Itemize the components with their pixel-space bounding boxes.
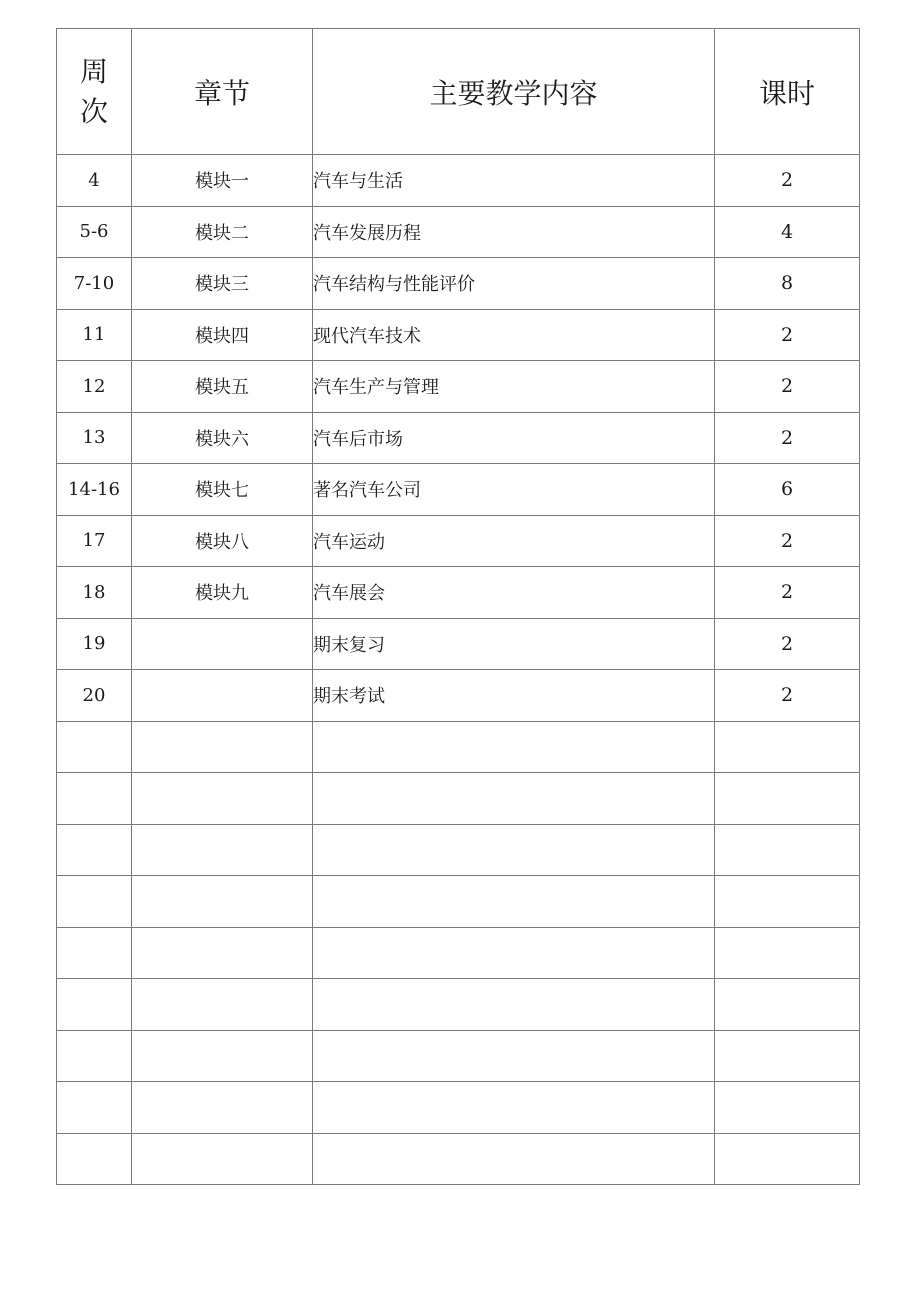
cell-week-empty: [57, 773, 132, 825]
cell-week-empty: [57, 876, 132, 928]
cell-hours: 2: [715, 567, 860, 619]
cell-chapter: [132, 670, 313, 722]
cell-chapter-empty: [132, 927, 313, 979]
table-row-empty: [57, 876, 860, 928]
table-row: [57, 670, 860, 722]
table-row-empty: [57, 721, 860, 773]
cell-hours: 2: [715, 618, 860, 670]
cell-chapter-empty: [132, 979, 313, 1031]
cell-chapter: 模块三: [132, 258, 313, 310]
cell-content: 著名汽车公司: [313, 464, 715, 516]
cell-chapter-empty: [132, 1082, 313, 1134]
table-row: [57, 258, 860, 310]
cell-hours-empty: [715, 721, 860, 773]
header-week: [57, 29, 132, 155]
cell-week: 14-16: [57, 464, 132, 516]
cell-content-empty: [313, 824, 715, 876]
cell-chapter: 模块八: [132, 515, 313, 567]
header-week-line1: 周: [79, 54, 108, 88]
cell-chapter-empty: [132, 1030, 313, 1082]
cell-content: 现代汽车技术: [313, 309, 715, 361]
header-content: 主要教学内容: [313, 29, 715, 155]
table-row-empty: [57, 927, 860, 979]
cell-chapter: 模块一: [132, 155, 313, 207]
cell-week: 13: [57, 412, 132, 464]
cell-week: 12: [57, 361, 132, 413]
cell-content-empty: [313, 876, 715, 928]
cell-hours-empty: [715, 1133, 860, 1185]
cell-content-empty: [313, 979, 715, 1031]
table-header-row: [57, 29, 860, 155]
table-row: [57, 361, 860, 413]
cell-hours-empty: [715, 773, 860, 825]
cell-content-empty: [313, 927, 715, 979]
cell-hours: 4: [715, 206, 860, 258]
table-row: [57, 206, 860, 258]
cell-hours-empty: [715, 876, 860, 928]
cell-content: 期末复习: [313, 618, 715, 670]
cell-chapter: 模块六: [132, 412, 313, 464]
cell-content: 汽车运动: [313, 515, 715, 567]
table-row-empty: [57, 773, 860, 825]
cell-week: 11: [57, 309, 132, 361]
cell-hours-empty: [715, 927, 860, 979]
cell-week: 7-10: [57, 258, 132, 310]
cell-chapter-empty: [132, 721, 313, 773]
cell-week: 17: [57, 515, 132, 567]
table-row-empty: [57, 1030, 860, 1082]
table-row: [57, 567, 860, 619]
cell-content: 汽车结构与性能评价: [313, 258, 715, 310]
cell-chapter: [132, 618, 313, 670]
cell-chapter: 模块四: [132, 309, 313, 361]
cell-hours: 2: [715, 412, 860, 464]
cell-week-empty: [57, 1133, 132, 1185]
cell-week: 18: [57, 567, 132, 619]
cell-week: 4: [57, 155, 132, 207]
cell-week-empty: [57, 824, 132, 876]
table-row-empty: [57, 979, 860, 1031]
cell-hours: 2: [715, 155, 860, 207]
cell-chapter: 模块二: [132, 206, 313, 258]
cell-chapter-empty: [132, 824, 313, 876]
cell-content: 汽车与生活: [313, 155, 715, 207]
table-row: [57, 309, 860, 361]
cell-chapter: 模块七: [132, 464, 313, 516]
cell-week-empty: [57, 1030, 132, 1082]
course-schedule-table: [56, 28, 860, 1185]
cell-content: 汽车发展历程: [313, 206, 715, 258]
cell-content-empty: [313, 1030, 715, 1082]
cell-hours-empty: [715, 979, 860, 1031]
table-row: [57, 618, 860, 670]
cell-week: 19: [57, 618, 132, 670]
cell-content: 期末考试: [313, 670, 715, 722]
cell-hours-empty: [715, 1030, 860, 1082]
cell-chapter-empty: [132, 876, 313, 928]
cell-content-empty: [313, 721, 715, 773]
cell-content: 汽车展会: [313, 567, 715, 619]
table-row: [57, 412, 860, 464]
cell-hours: 2: [715, 515, 860, 567]
table-row-empty: [57, 824, 860, 876]
cell-content-empty: [313, 1133, 715, 1185]
table-row: [57, 155, 860, 207]
cell-content: 汽车后市场: [313, 412, 715, 464]
cell-week-empty: [57, 979, 132, 1031]
cell-hours: 2: [715, 309, 860, 361]
cell-content-empty: [313, 1082, 715, 1134]
header-hours: 课时: [715, 29, 860, 155]
cell-chapter-empty: [132, 1133, 313, 1185]
cell-week-empty: [57, 1082, 132, 1134]
table-row-empty: [57, 1133, 860, 1185]
cell-chapter: 模块九: [132, 567, 313, 619]
cell-week-empty: [57, 927, 132, 979]
cell-week: 20: [57, 670, 132, 722]
cell-week: 5-6: [57, 206, 132, 258]
cell-hours: 6: [715, 464, 860, 516]
header-chapter: 章节: [132, 29, 313, 155]
cell-hours-empty: [715, 1082, 860, 1134]
cell-chapter-empty: [132, 773, 313, 825]
header-week-line2: 次: [79, 94, 108, 128]
cell-hours: 8: [715, 258, 860, 310]
cell-week-empty: [57, 721, 132, 773]
table-row: [57, 464, 860, 516]
cell-chapter: 模块五: [132, 361, 313, 413]
cell-content: 汽车生产与管理: [313, 361, 715, 413]
table-row-empty: [57, 1082, 860, 1134]
cell-hours-empty: [715, 824, 860, 876]
cell-content-empty: [313, 773, 715, 825]
table-row: [57, 515, 860, 567]
cell-hours: 2: [715, 670, 860, 722]
cell-hours: 2: [715, 361, 860, 413]
